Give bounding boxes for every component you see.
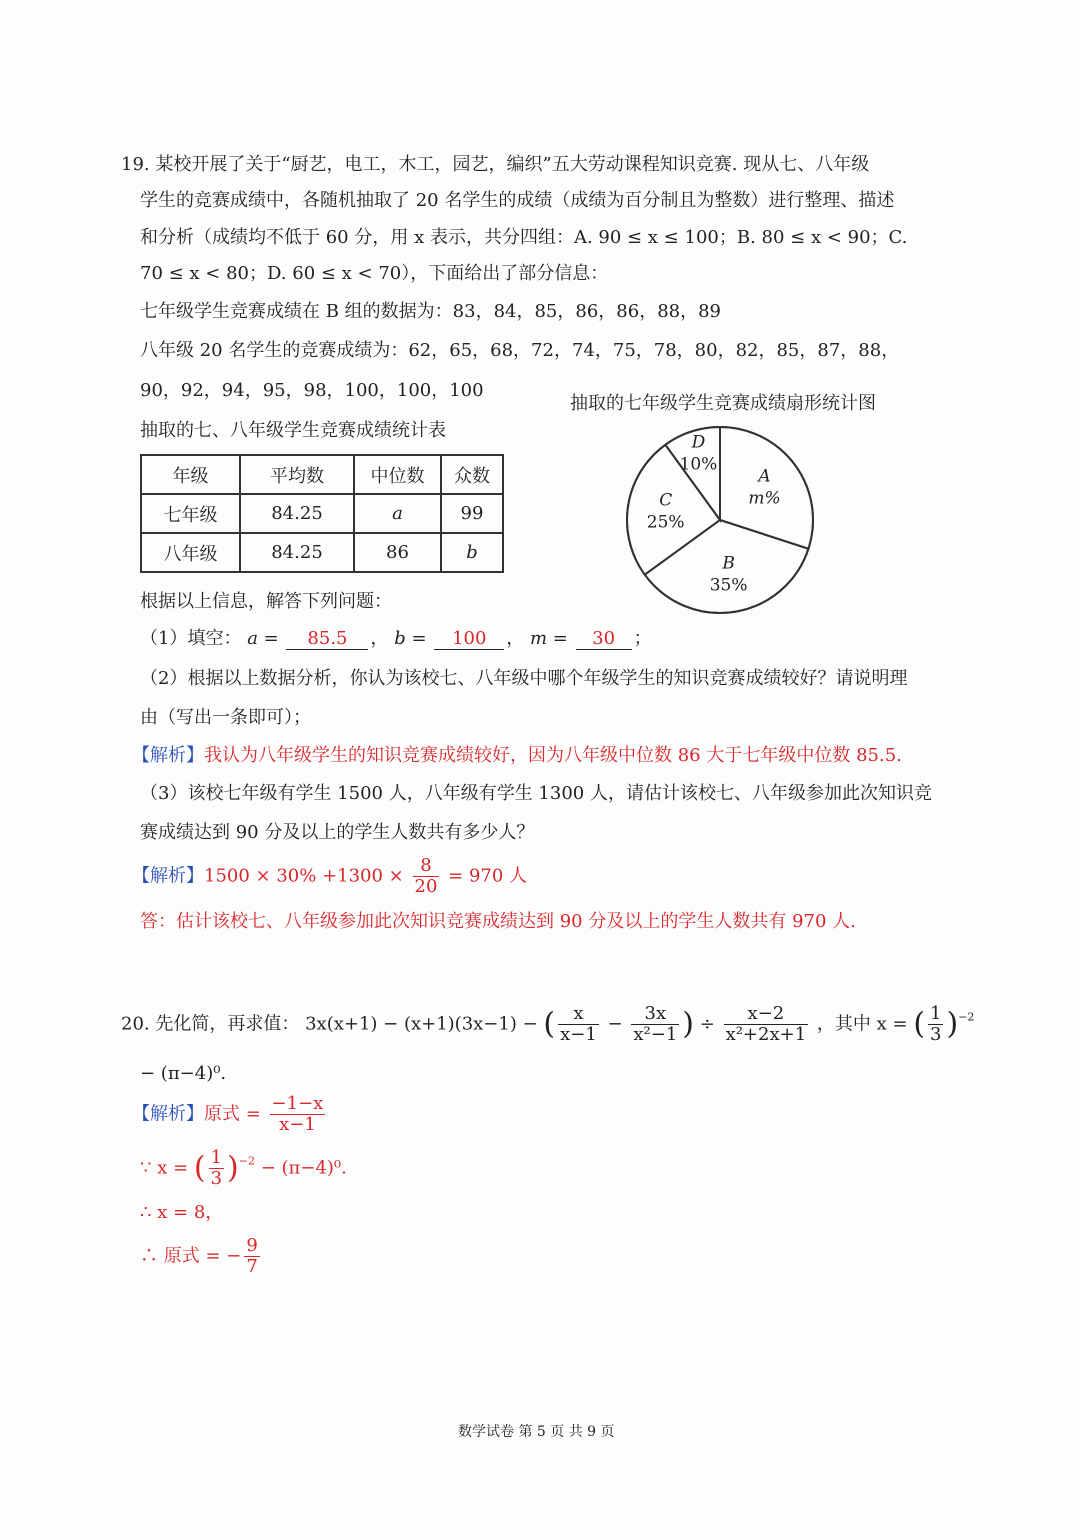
frac-den: 20: [414, 876, 438, 897]
table-cell: 七年级: [141, 494, 240, 533]
table-header-cell: 中位数: [354, 455, 441, 494]
table-cell: 84.25: [240, 494, 354, 533]
q19-line2: 学生的竞赛成绩中，各随机抽取了 20 名学生的成绩（成绩为百分制且为整数）进行整理、描述: [140, 190, 895, 211]
pie-label-B: B: [722, 553, 735, 574]
part2-answer-text: 我认为八年级学生的知识竞赛成绩较好，因为八年级中位数 86 大于七年级中位数 85.5.: [204, 745, 902, 766]
analysis-tag: 【解析】: [132, 745, 204, 766]
minus-sign: −: [607, 1013, 623, 1035]
analysis-tag: 【解析】: [132, 1103, 204, 1125]
table-row: [141, 533, 503, 572]
part1-prefix: （1）填空：: [140, 628, 242, 649]
table-cell: b: [441, 533, 503, 572]
chart-title: 抽取的七年级学生竞赛成绩扇形统计图: [570, 393, 876, 414]
frac-den: 7: [246, 1256, 258, 1277]
part3-final: 答：估计该校七、八年级参加此次知识竞赛成绩达到 90 分及以上的学生人数共有 970 人.: [140, 911, 856, 932]
table-header-cell: 平均数: [240, 455, 354, 494]
q20-frac3: [724, 1004, 809, 1045]
a-label: a =: [247, 628, 279, 649]
q20-where: ，其中 x =: [816, 1013, 908, 1035]
ans1-label: 原式 =: [204, 1103, 261, 1125]
q19-line1: 19. 某校开展了关于“厨艺，电工，木工，园艺，编织”五大劳动课程知识竞赛. 现从七、八年级: [121, 154, 870, 175]
pie-value-B: 35%: [709, 575, 748, 596]
q20-line1: 20. 先化简，再求值： 3x(x+1) − (x+1)(3x−1) − ( $\frac{x}{x-1}$ − $\frac{3x}{\text{x²−1}}$ ) ÷ $\frac{x-2}{\text{x²+2x+1}}$ ，其中 x = ( $\frac{1}{3}$ )$^{-2}$: [121, 1003, 975, 1045]
q20-frac1: [558, 1004, 599, 1045]
ans2-prefix: ∵ x =: [140, 1157, 189, 1179]
pie-label-A: A: [758, 466, 771, 487]
pie-value-C: 25%: [646, 512, 685, 533]
pie-label-C: C: [659, 490, 673, 511]
frac-num: 9: [246, 1235, 258, 1256]
frac-num: x: [558, 1004, 599, 1025]
analysis-tag: 【解析】: [132, 865, 204, 887]
frac-num: x−2: [724, 1004, 809, 1025]
table-cell: 八年级: [141, 533, 240, 572]
q19-line6: 八年级 20 名学生的竞赛成绩为：62，65，68，72，74，75，78，80，82，85，87，88，: [140, 340, 900, 361]
table-header-cell: 年级: [141, 455, 240, 494]
q19-line7: 90，92，94，95，98，100，100，100: [140, 380, 484, 401]
table-cell: 86: [354, 533, 441, 572]
part3-line2: 赛成绩达到 90 分及以上的学生人数共有多少人？: [140, 822, 535, 843]
b-label: b =: [394, 628, 427, 649]
a-answer: 85.5: [286, 629, 368, 650]
ans4-label: ∴ 原式 = −: [140, 1245, 242, 1267]
table-cell: a: [354, 494, 441, 533]
pie-label-D: D: [691, 432, 706, 453]
frac-num: 1: [930, 1003, 942, 1024]
sep: ，: [506, 628, 525, 649]
pie-value-A: m%: [748, 488, 781, 509]
q20-line2: − (π−4)⁰.: [140, 1063, 227, 1084]
fraction-8-20: [413, 856, 440, 897]
exponent: −2: [238, 1154, 255, 1168]
q20-answer2: ∵ x = ( $\frac{1}{3}$ )$^{-2}$ − (π−4)⁰.: [140, 1147, 347, 1189]
frac-num: 3x: [631, 1004, 679, 1025]
end: ；: [633, 628, 652, 649]
frac-num: −1−x: [271, 1093, 324, 1114]
pie-value-D: 10%: [679, 454, 718, 475]
ans2-suffix: − (π−4)⁰.: [260, 1157, 347, 1179]
q20-expr1: 3x(x+1) − (x+1)(3x−1) −: [305, 1013, 538, 1035]
q19-line5: 七年级学生竞赛成绩在 B 组的数据为：83，84，85，86，86，88，89: [140, 301, 721, 322]
q20-prefix: 20. 先化简，再求值：: [121, 1013, 300, 1035]
frac-den: x²+2x+1: [725, 1024, 807, 1045]
pie-chart: [620, 420, 820, 620]
frac-den: 3: [930, 1024, 942, 1045]
b-answer: 100: [434, 629, 504, 650]
frac-den: 3: [210, 1168, 223, 1189]
stats-table: [140, 454, 504, 573]
page-footer: 数学试卷 第 5 页 共 9 页: [458, 1424, 615, 1440]
m-label: m =: [530, 628, 568, 649]
frac-den: x²−1: [633, 1024, 678, 1045]
part2-line1: （2）根据以上数据分析，你认为该校七、八年级中哪个年级学生的知识竞赛成绩较好？请说明理: [140, 668, 908, 689]
frac-num: 8: [413, 856, 440, 877]
frac-den: x−1: [560, 1024, 597, 1045]
ans4-frac: [244, 1236, 259, 1277]
part2-line2: 由（写出一条即可）；: [140, 707, 311, 728]
table-title: 抽取的七、八年级学生竞赛成绩统计表: [140, 420, 446, 441]
table-cell: 99: [441, 494, 503, 533]
q20-frac4: [928, 1004, 943, 1045]
calc-left: 1500 × 30% +1300 ×: [204, 865, 404, 887]
q20-answer3: ∴ x = 8，: [140, 1202, 224, 1223]
exponent: −2: [958, 1010, 975, 1024]
frac-num: 1: [210, 1147, 223, 1168]
q20-frac2: [631, 1004, 679, 1045]
table-cell: 84.25: [240, 533, 354, 572]
q19-line4: 70 ≤ x < 80；D. 60 ≤ x < 70），下面给出了部分信息：: [140, 263, 609, 284]
instruction: 根据以上信息，解答下列问题：: [140, 591, 392, 612]
divide-sign: ÷: [699, 1013, 715, 1035]
part1-fill: [140, 627, 652, 651]
table-header-cell: 众数: [441, 455, 503, 494]
part3-calc: [132, 856, 527, 897]
m-answer: 30: [576, 629, 632, 650]
ans2-frac: [209, 1148, 224, 1189]
ans1-frac: [270, 1094, 326, 1135]
q20-answer4: [140, 1236, 263, 1277]
q20-answer1: [132, 1094, 328, 1135]
table-row: [141, 494, 503, 533]
part3-line1: （3）该校七年级有学生 1500 人，八年级有学生 1300 人，请估计该校七、八年级参加此次知识竞: [140, 783, 932, 804]
q19-line3: 和分析（成绩均不低于 60 分，用 x 表示，共分四组：A. 90 ≤ x ≤ 100；B. 80 ≤ x < 90；C.: [140, 227, 908, 248]
table-header-row: [141, 455, 503, 494]
sep: ，: [370, 628, 389, 649]
part2-answer: [132, 744, 902, 768]
calc-right: = 970 人: [448, 865, 528, 887]
frac-den: x−1: [279, 1114, 316, 1135]
